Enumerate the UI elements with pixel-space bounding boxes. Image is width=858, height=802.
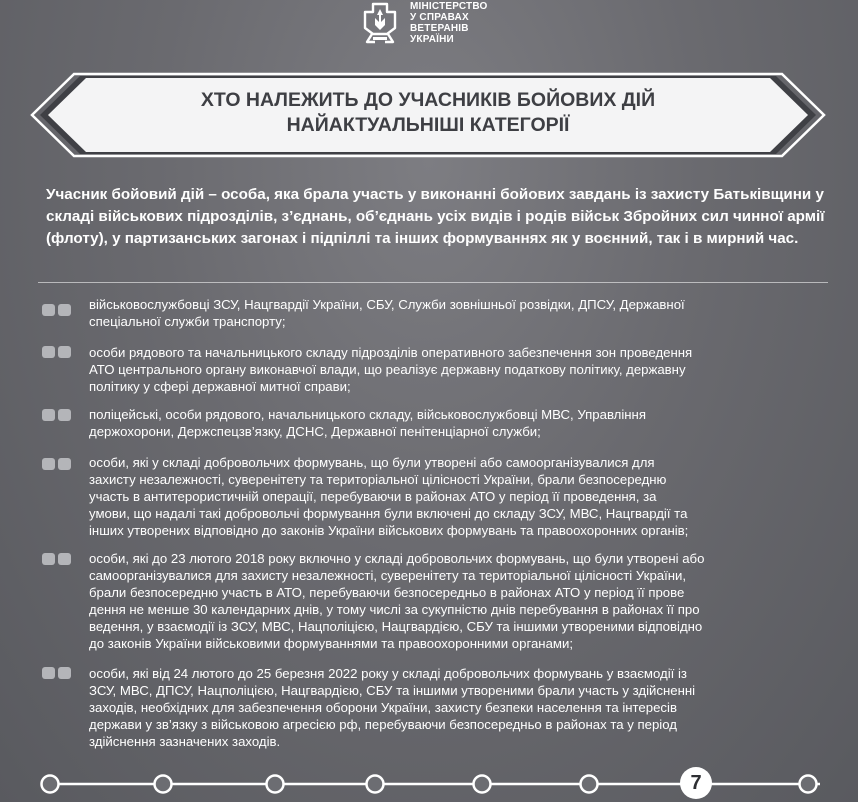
- divider: [38, 282, 828, 283]
- list-item: [89, 344, 692, 395]
- list-item-line: поліцейські, особи рядового, начальницького складу, військовослужбовці МВС, Управління: [89, 407, 646, 422]
- page-title-line: ХТО НАЛЕЖИТЬ ДО УЧАСНИКІВ БОЙОВИХ ДІЙ: [200, 89, 656, 111]
- pager-dot: [267, 776, 284, 793]
- list-item-line: держохорони, Держспецзв’язку, ДСНС, Державної пенітенціарної служби;: [89, 424, 541, 439]
- pager-dot: [42, 776, 59, 793]
- list-item-line: спеціальної служби транспорту;: [89, 314, 286, 329]
- list-item-line: інших утворених відповідно до законів України військових формувань та правоохоронних органів;: [89, 523, 689, 538]
- list-item-line: до законів України військовими формуваннями та правоохоронними органами;: [89, 636, 574, 651]
- pager-dot: [581, 776, 598, 793]
- page-title: [30, 88, 826, 138]
- bullet-icon: [42, 304, 72, 316]
- list-item-line: держави у зв’язку з військовою агресією рф, перебуваючи безпосередньо в районах та у період: [89, 717, 677, 732]
- ministry-name: [410, 1, 488, 45]
- list-item-line: ведення, у взаємодії із ЗСУ, МВС, Нацполіцією, Нацгвардією, СБУ та іншими утвореними відповідно: [89, 619, 703, 634]
- page-indicator: [0, 760, 858, 802]
- pager-dot: [800, 776, 817, 793]
- list-item-line: дення не менше 30 календарних днів, у тому числі за сукупністю днів перебування в районах її про: [89, 602, 700, 617]
- list-item-line: політику у сфері державної митної справи;: [89, 379, 351, 394]
- ministry-logo: [357, 0, 517, 50]
- list-item-line: особи, які до 23 лютого 2018 року включно у складі добровольчих формувань, що були утворені або: [89, 551, 705, 566]
- list-item: [89, 550, 704, 652]
- list-item-line: самоорганізувалися для захисту незалежності, суверенітету та територіальної цілісності України,: [89, 568, 687, 583]
- list-item: [89, 406, 646, 440]
- page-number: 7: [690, 772, 702, 794]
- bullet-icon: [42, 667, 72, 679]
- ministry-name-line: У СПРАВАХ: [410, 12, 469, 23]
- list-item-line: захисту незалежності, суверенітету та територіальної цілісності України, брали безпосередню: [89, 472, 667, 487]
- list-item: [89, 296, 685, 330]
- ministry-name-line: ВЕТЕРАНІВ: [410, 23, 469, 34]
- list-item-line: здійснення зазначених заходів.: [89, 734, 281, 749]
- list-item-line: заходів, необхідних для забезпечення оборони України, захисту безпеки населення та інтересів: [89, 700, 677, 715]
- definition-paragraph: Учасник бойовий дій – особа, яка брала участь у виконанні бойових завдань із захисту Батьківщини у складі військових підрозділів, з’єднань, об’єднань усіх видів і родів військ Збройних сил чинної армії (флоту), у партизанських загонах і підпіллі та інших формуваннях як у воєнний, так і в мирний час.: [46, 186, 825, 247]
- list-item-line: особи, які у складі добровольчих формувань, що були утворені або самоорганізувалися для: [89, 455, 655, 470]
- pager-dot: [155, 776, 172, 793]
- list-item: [89, 454, 688, 539]
- list-item-line: участь в антитерористичній операції, перебуваючи в районах АТО у період її проведення, за: [89, 489, 657, 504]
- bullet-icon: [42, 409, 72, 421]
- list-item-line: особи рядового та начальницького складу підрозділів оперативного забезпечення зон проведення: [89, 345, 693, 360]
- list-item-line: ЗСУ, МВС, ДПСУ, Нацполіцією, Нацгвардією, СБУ та іншими утвореними брали участь у здійсненні: [89, 683, 696, 698]
- pager-dot: [474, 776, 491, 793]
- bullet-icon: [42, 553, 72, 565]
- bullet-icon: [42, 346, 72, 358]
- title-banner: [30, 66, 826, 164]
- list-item-line: військовослужбовці ЗСУ, Нацгвардії України, СБУ, Служби зовнішньої розвідки, ДПСУ, Державної: [89, 297, 685, 312]
- list-item-line: брали безпосередню участь в АТО, перебуваючи безпосередньо в районах АТО у період її прове: [89, 585, 685, 600]
- list-item-line: умови, що надалі такі добровольчі формування були включені до складу ЗСУ, МВС, Нацгвардії та: [89, 506, 688, 521]
- page-title-line: НАЙАКТУАЛЬНІШІ КАТЕГОРІЇ: [286, 114, 570, 136]
- ministry-emblem-icon: [357, 0, 403, 46]
- pager-dot: [367, 776, 384, 793]
- list-item-line: особи, які від 24 лютого до 25 березня 2022 року у складі добровольчих формувань у взаємодії із: [89, 666, 687, 681]
- list-item: [89, 665, 695, 750]
- list-item-line: АТО центрального органу виконавчої влади, що реалізує державну податкову політику, державну: [89, 362, 686, 377]
- bullet-icon: [42, 458, 72, 470]
- ministry-name-line: МІНІСТЕРСТВО: [410, 1, 488, 12]
- ministry-name-line: УКРАЇНИ: [410, 34, 454, 45]
